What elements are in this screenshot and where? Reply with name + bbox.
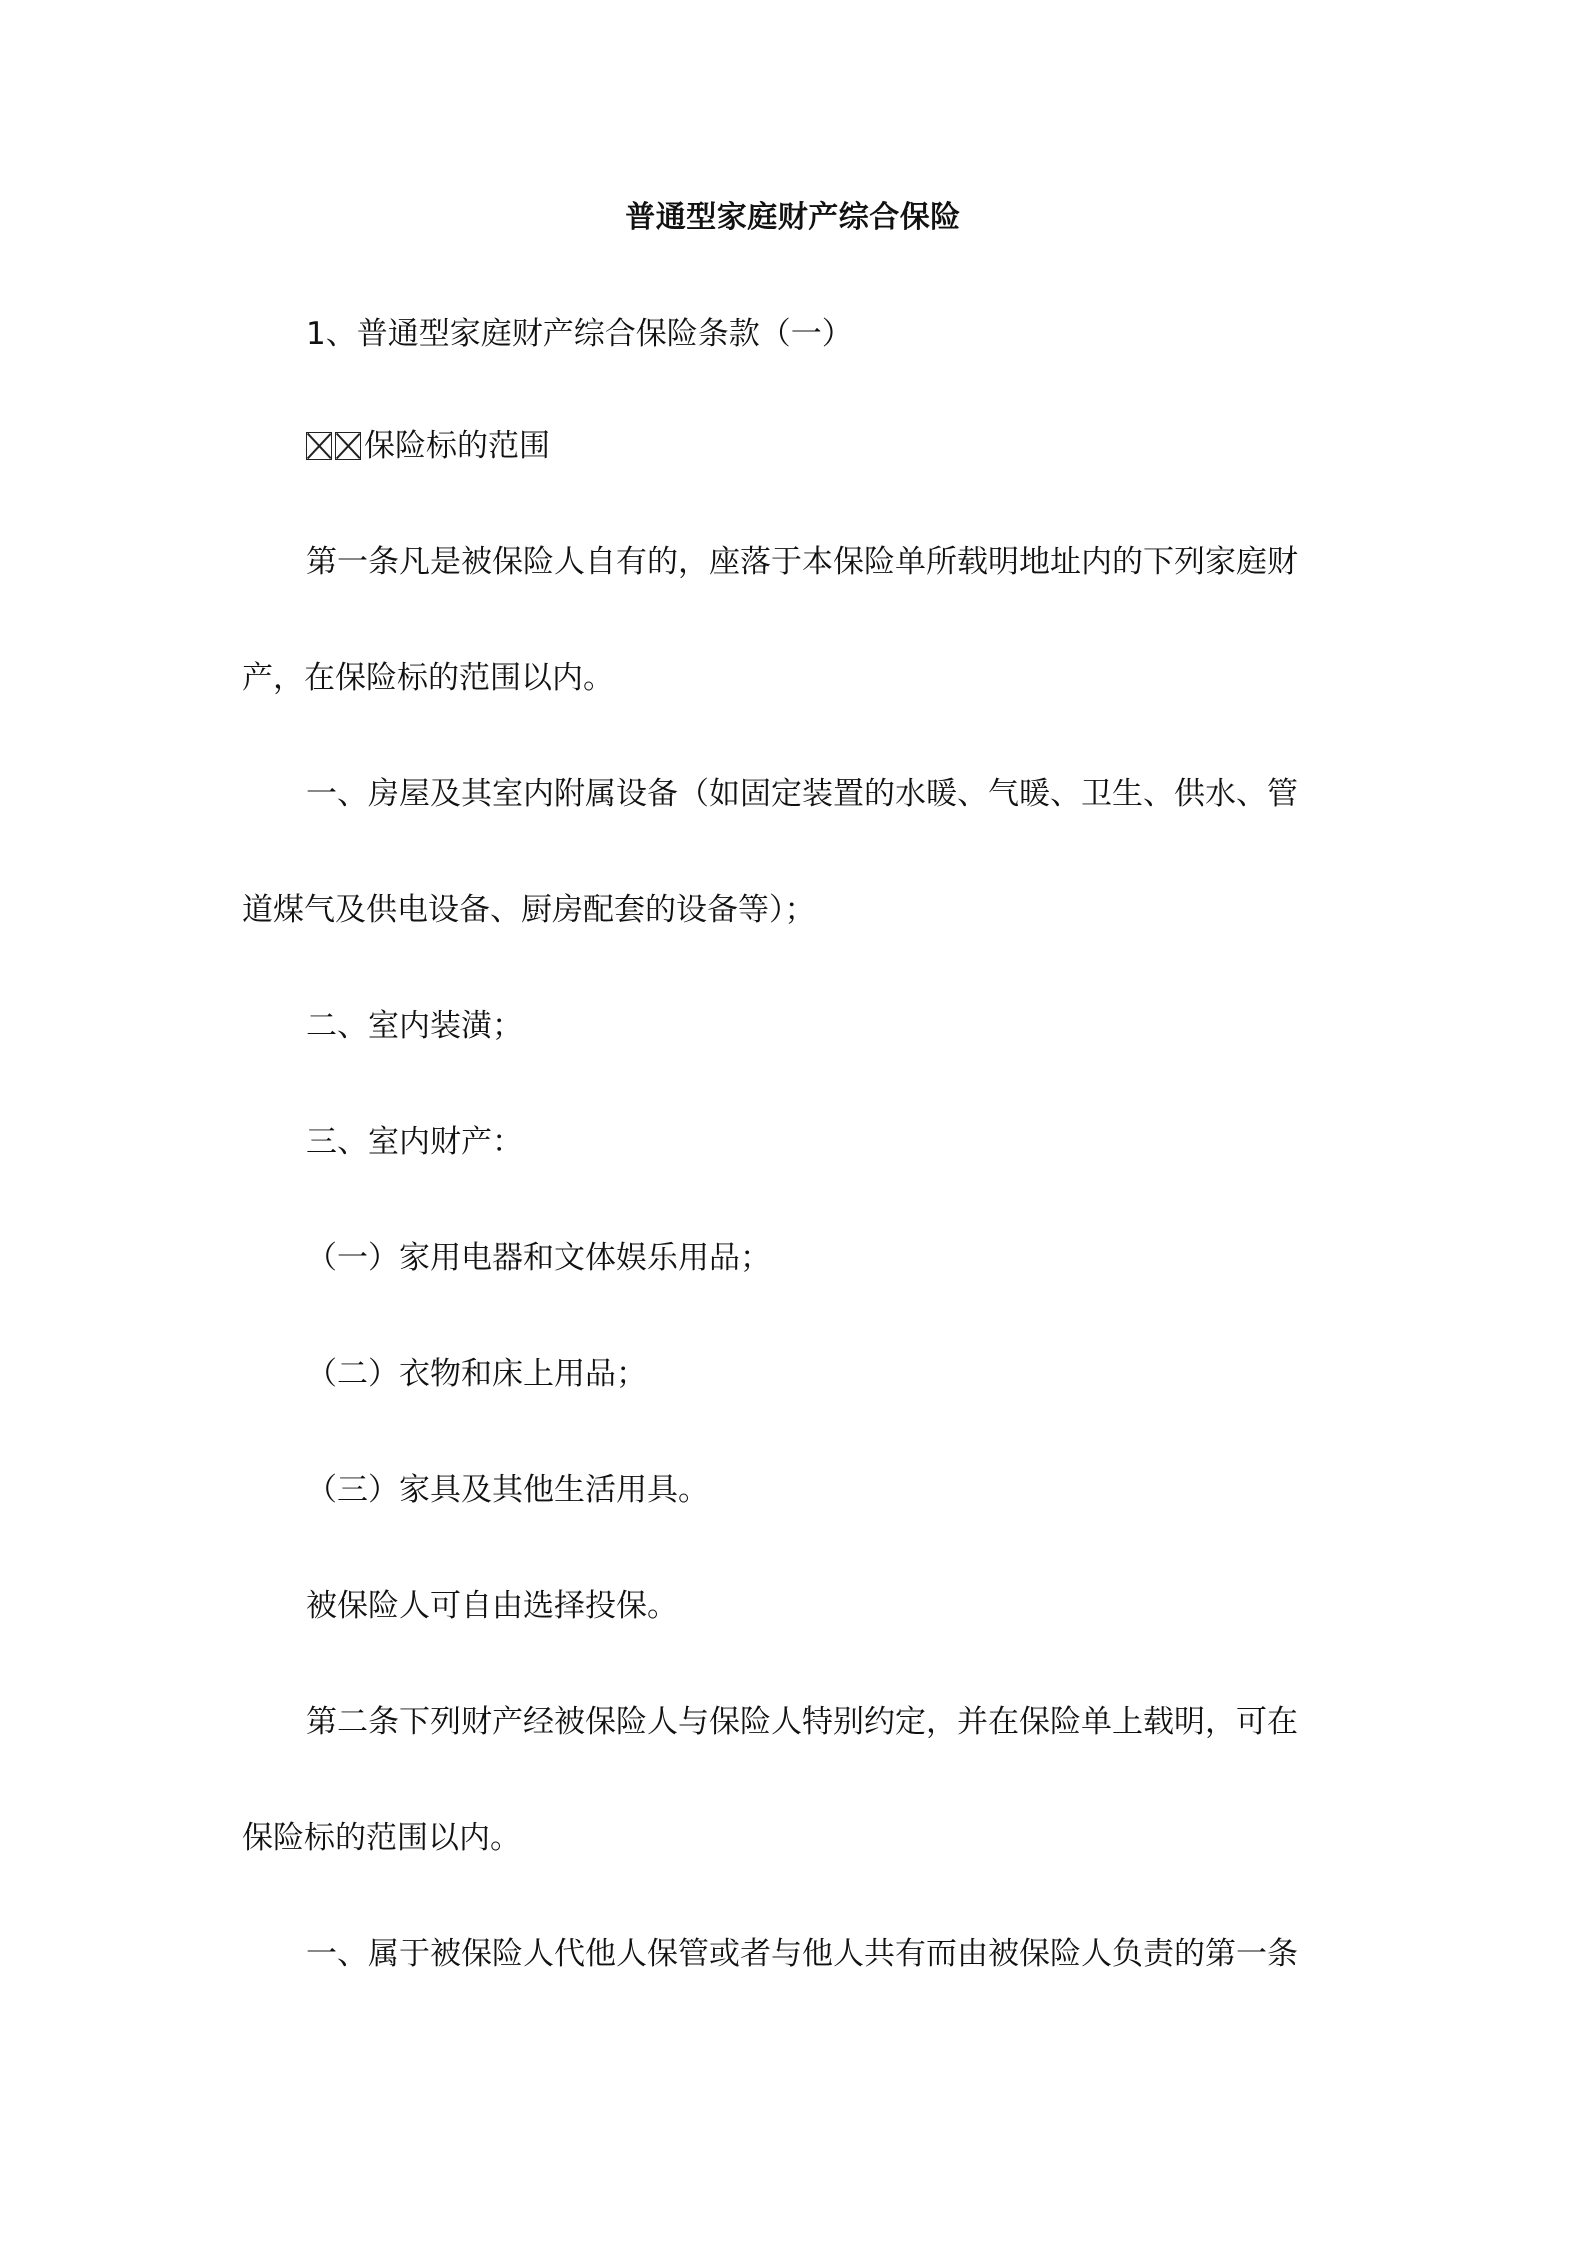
item1-line2: 道煤气及供电设备、厨房配套的设备等）；: [242, 892, 816, 928]
article2-line1: 第二条下列财产经被保险人与保险人特别约定，并在保险单上载明，可在: [306, 1704, 1298, 1740]
subitem2: （二）衣物和床上用品；: [306, 1356, 647, 1392]
missing-glyph-icon: [335, 432, 361, 460]
article2-line2: 保险标的范围以内。: [242, 1820, 521, 1856]
article1-line2: 产，在保险标的范围以内。: [242, 660, 614, 696]
section-heading-row: [242, 424, 1406, 468]
subitem3: （三）家具及其他生活用具。: [306, 1472, 709, 1508]
section-heading: 保险标的范围: [364, 428, 550, 464]
document-title: 普通型家庭财产综合保险: [625, 200, 961, 235]
clause-heading: 1、普通型家庭财产综合保险条款（一）: [306, 316, 853, 352]
subitem1: （一）家用电器和文体娱乐用品；: [306, 1240, 771, 1276]
item3: 三、室内财产：: [306, 1124, 523, 1160]
missing-glyph-icon: [306, 432, 332, 460]
article1-line1: 第一条凡是被保险人自有的，座落于本保险单所载明地址内的下列家庭财: [306, 544, 1298, 580]
article2-item1-line1: 一、属于被保险人代他人保管或者与他人共有而由被保险人负责的第一条: [306, 1936, 1298, 1972]
note: 被保险人可自由选择投保。: [306, 1588, 678, 1624]
item2: 二、室内装潢；: [306, 1008, 523, 1044]
item1-line1: 一、房屋及其室内附属设备（如固定装置的水暖、气暖、卫生、供水、管: [306, 776, 1298, 812]
